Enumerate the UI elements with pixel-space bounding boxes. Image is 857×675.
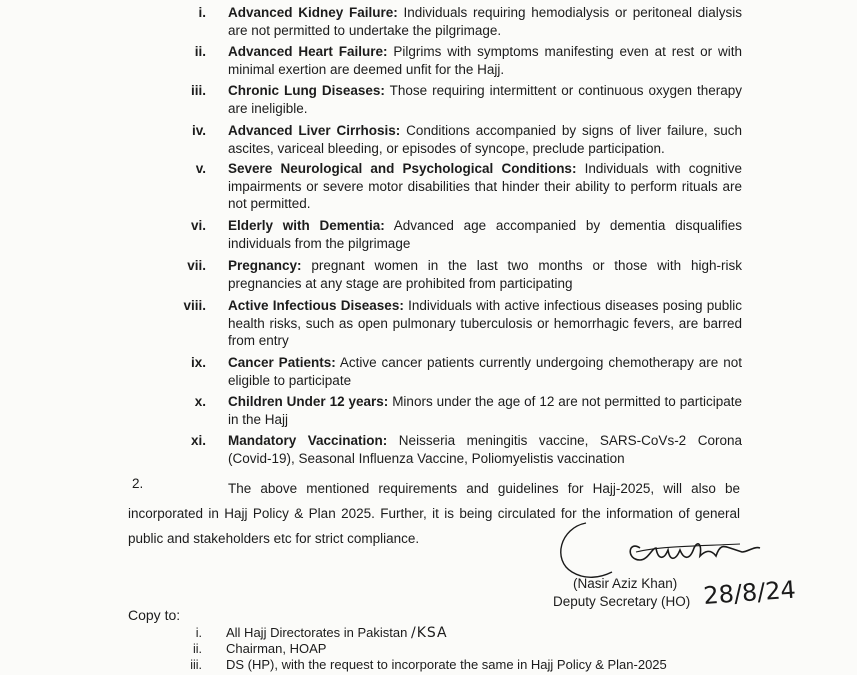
item-text: Neisseria meningitis vaccine, SARS-CoVs-2 Corona (Covid-19), Seasonal Influenza Vaccine, Poliomyelistis vaccination: [228, 433, 742, 466]
item-title: Pregnancy:: [228, 258, 302, 273]
handwritten-note: /KSA: [410, 625, 448, 641]
item-title: Advanced Liver Cirrhosis:: [228, 123, 401, 138]
item-text: Active cancer patients currently undergoing chemotherapy are not eligible to participate: [228, 355, 742, 388]
paragraph-number: 2.: [132, 476, 144, 491]
item-number: vii.: [187, 258, 206, 273]
paragraph-text: The above mentioned requirements and guidelines for Hajj-2025, will also be incorporated in Hajj Policy & Plan 2025. Further, it is being circulated for the information of general public and stakeholders etc for strict compliance.: [128, 481, 740, 546]
copy-item-number: ii.: [192, 642, 202, 656]
copy-item: DS (HP), with the request to incorporate the same in Hajj Policy & Plan-2025: [226, 657, 667, 672]
copy-to-heading: Copy to:: [128, 607, 181, 623]
item-text: Minors under the age of 12 are not permitted to participate in the Hajj: [228, 394, 742, 427]
copy-item-number: i.: [195, 626, 202, 640]
item-number: i.: [198, 5, 206, 20]
item-title: Mandatory Vaccination:: [228, 433, 388, 448]
item-title: Active Infectious Diseases:: [228, 298, 404, 313]
item-number: xi.: [190, 433, 206, 448]
item-text: Individuals with cognitive impairments or severe motor disabilities that hinder their ability to perform rituals are not permitted.: [228, 161, 742, 211]
item-number: ix.: [190, 355, 206, 370]
item-number: iv.: [191, 123, 206, 138]
item-title: Chronic Lung Diseases:: [228, 83, 385, 98]
copy-item-number: iii.: [190, 658, 202, 672]
signatory-name: (Nasir Aziz Khan): [573, 576, 678, 591]
copy-item: Chairman, HOAP: [226, 641, 327, 656]
item-number: x.: [194, 394, 206, 409]
item-text: Individuals requiring hemodialysis or peritoneal dialysis are not permitted to undertake the pilgrimage.: [228, 5, 743, 38]
item-text: Those requiring intermittent or continuous oxygen therapy are ineligible.: [228, 83, 742, 116]
item-text: pregnant women in the last two months or those with high-risk pregnancies at any stage are prohibited from participating: [228, 258, 742, 291]
item-title: Severe Neurological and Psychological Conditions:: [228, 161, 577, 176]
signatory-title: Deputy Secretary (HO): [553, 594, 691, 609]
item-text: Advanced age accompanied by dementia disqualifies individuals from the pilgrimage: [228, 218, 742, 251]
item-title: Children Under 12 years:: [228, 394, 389, 409]
item-title: Elderly with Dementia:: [228, 218, 385, 233]
item-number: v.: [195, 161, 206, 176]
item-number: ii.: [194, 44, 206, 59]
item-number: viii.: [183, 298, 206, 313]
signature-stroke: [561, 523, 612, 577]
item-text: Pilgrims with symptoms manifesting even at rest or with minimal exertion are deemed unfit for the Hajj.: [228, 44, 743, 77]
item-title: Cancer Patients:: [228, 355, 336, 370]
copy-item-text: All Hajj Directorates in Pakistan: [226, 625, 408, 640]
item-title: Advanced Heart Failure:: [228, 44, 388, 59]
handwritten-date: 28/8/24: [702, 575, 797, 610]
item-number: iii.: [190, 83, 206, 98]
item-text: Conditions accompanied by signs of liver failure, such ascites, variceal bleeding, or episodes of syncope, preclude participation.: [228, 123, 742, 156]
item-text: Individuals with active infectious diseases posing public health risks, such as open pulmonary tuberculosis or hemorrhagic fevers, are barred from entry: [228, 298, 743, 348]
item-title: Advanced Kidney Failure:: [228, 5, 398, 20]
copy-item: [226, 626, 448, 640]
item-number: vi.: [190, 218, 206, 233]
